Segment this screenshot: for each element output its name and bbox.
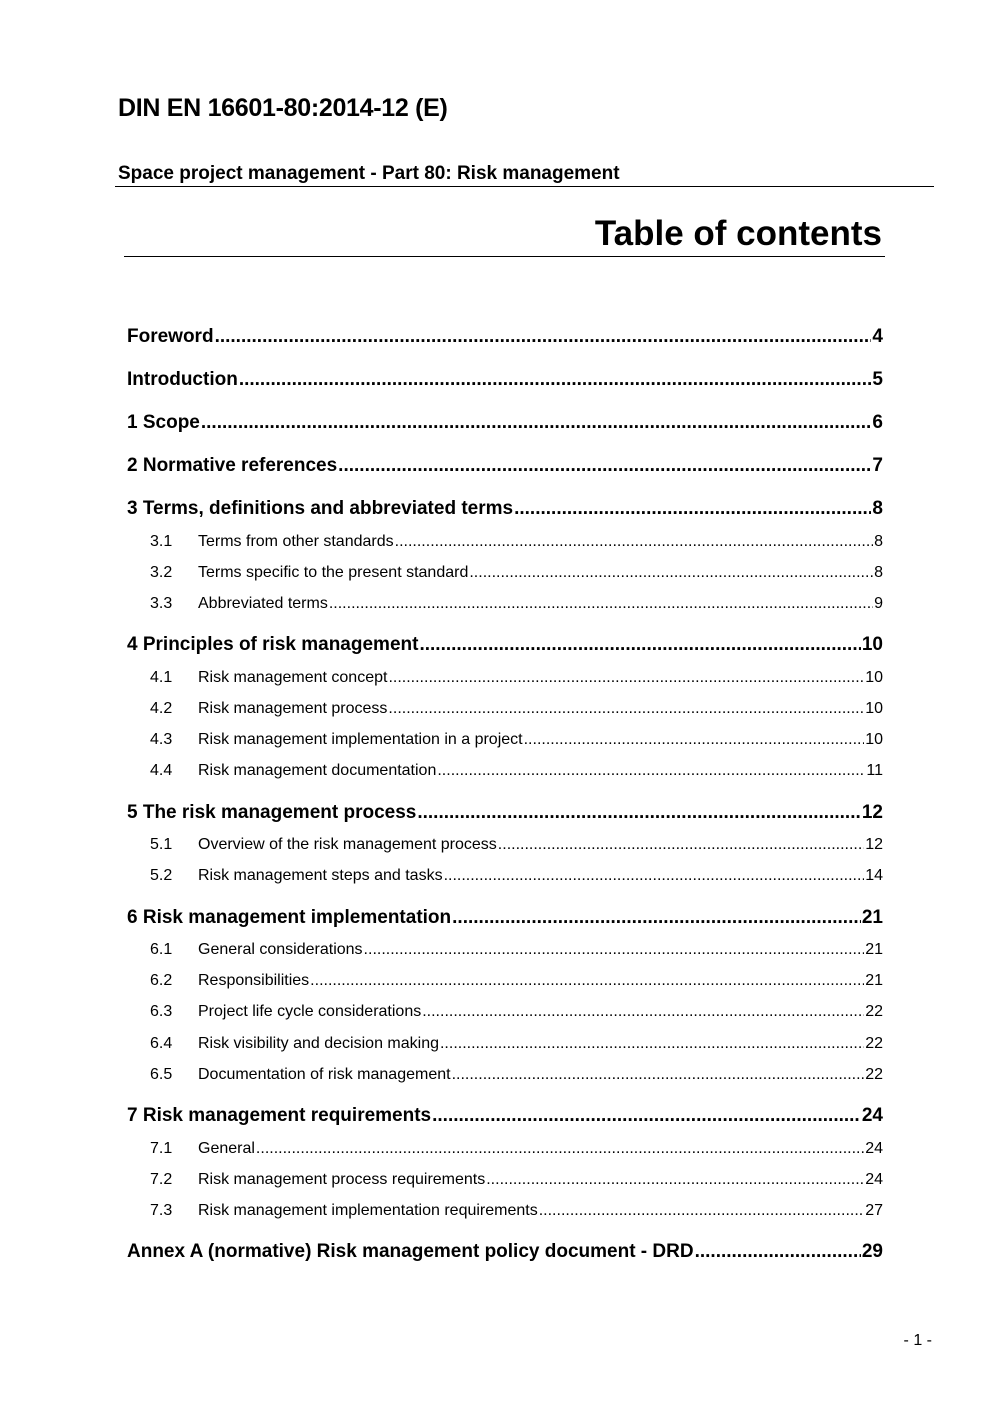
dot-leader [539,1202,864,1220]
dot-leader [329,595,873,613]
dot-leader [695,1241,861,1263]
dot-leader [452,1066,865,1084]
toc-entry-number: 6.1 [150,941,173,958]
toc-entry-main[interactable] [127,326,883,348]
toc-entry-page: 8 [874,533,883,550]
toc-entry-title: Foreword [127,326,214,347]
dot-leader [469,564,873,582]
toc-entry-title: Overview of the risk management process [198,836,497,853]
toc-entry-title: General [198,1140,255,1157]
toc-entry-page: 6 [872,412,883,433]
toc-entry-page: 10 [865,669,883,686]
dot-leader [452,907,861,929]
toc-entry-title: Terms from other standards [198,533,394,550]
toc-entry-page: 21 [865,941,883,958]
toc-entry-number: 3.2 [150,564,173,581]
toc-entry-page: 21 [865,972,883,989]
toc-entry-main[interactable] [127,412,883,434]
dot-leader [437,762,865,780]
dot-leader [498,836,864,854]
document-id: DIN EN 16601-80:2014-12 (E) [118,94,448,122]
toc-entry-main[interactable] [127,369,883,391]
toc-entry-page: 10 [865,731,883,748]
toc-entry-title: General considerations [198,941,363,958]
toc-entry-number: 3.1 [150,533,173,550]
toc-entry-number: 4.4 [150,762,173,779]
toc-entry-page: 5 [872,369,883,390]
toc-entry-main[interactable] [127,1241,883,1263]
dot-leader [388,700,864,718]
toc-entry-title: 7 Risk management requirements [127,1105,432,1126]
page-number: - 1 - [903,1332,932,1349]
toc-entry-title: Risk management implementation in a project [198,731,523,748]
toc-entry-title: 5 The risk management process [127,802,417,823]
dot-leader [364,941,865,959]
dot-leader [514,498,871,520]
toc-entry-sub[interactable] [127,1035,883,1053]
toc-entry-title: Risk management documentation [198,762,437,779]
dot-leader [338,455,871,477]
toc-entry-number: 7.2 [150,1171,173,1188]
toc-entry-title: 4 Principles of risk management [127,634,419,655]
toc-entry-sub[interactable] [127,595,883,613]
toc-entry-page: 12 [865,836,883,853]
toc-entry-page: 24 [861,1105,883,1126]
toc-entry-title: Risk management steps and tasks [198,867,443,884]
toc-entry-page: 29 [861,1241,883,1262]
toc-entry-title: Documentation of risk management [198,1066,451,1083]
toc-entry-title: Project life cycle considerations [198,1003,422,1020]
toc-entry-page: 11 [866,762,883,779]
toc-entry-title: 6 Risk management implementation [127,907,452,928]
toc-entry-number: 6.4 [150,1035,173,1052]
toc-entry-sub[interactable] [127,669,883,687]
toc-entry-sub[interactable] [127,700,883,718]
page-title: Table of contents [594,214,882,253]
toc-entry-page: 27 [865,1202,883,1219]
toc-entry-page: 21 [861,907,883,928]
dot-leader [440,1035,864,1053]
toc-entry-main[interactable] [127,907,883,929]
toc-entry-title: 2 Normative references [127,455,338,476]
dot-leader [422,1003,864,1021]
dot-leader [444,867,865,885]
toc-entry-title: Risk management process [198,700,388,717]
toc-entry-sub[interactable] [127,1140,883,1158]
toc-entry-page: 4 [872,326,883,347]
toc-entry-page: 22 [865,1035,883,1052]
dot-leader [201,412,872,434]
toc-entry-page: 22 [865,1066,883,1083]
dot-leader [419,634,860,656]
toc-entry-main[interactable] [127,1105,883,1127]
toc-entry-sub[interactable] [127,564,883,582]
dot-leader [486,1171,864,1189]
toc-entry-number: 4.1 [150,669,173,686]
toc-entry-number: 4.2 [150,700,173,717]
dot-leader [256,1140,864,1158]
toc-entry-page: 8 [872,498,883,519]
toc-entry-page: 9 [874,595,883,612]
toc-entry-title: Risk management concept [198,669,388,686]
toc-entry-number: 3.3 [150,595,173,612]
toc-entry-main[interactable] [127,498,883,520]
dot-leader [388,669,864,687]
toc-entry-title: Risk management process requirements [198,1171,486,1188]
toc-entry-sub[interactable] [127,1066,883,1084]
toc-entry-sub[interactable] [127,1202,883,1220]
toc-entry-page: 24 [865,1140,883,1157]
toc-entry-sub[interactable] [127,867,883,885]
toc-entry-title: Abbreviated terms [198,595,328,612]
dot-leader [417,802,861,824]
toc-entry-page: 24 [865,1171,883,1188]
document-subtitle: Space project management - Part 80: Risk management [118,163,620,184]
toc-entry-sub[interactable] [127,836,883,854]
header-divider [115,186,934,187]
toc-entry-page: 10 [865,700,883,717]
toc-entry-number: 7.3 [150,1202,173,1219]
toc-entry-main[interactable] [127,802,883,824]
toc-entry-main[interactable] [127,455,883,477]
toc-entry-sub[interactable] [127,1171,883,1189]
toc-entry-number: 4.3 [150,731,173,748]
toc-entry-title: 3 Terms, definitions and abbreviated terms [127,498,514,519]
toc-entry-page: 22 [865,1003,883,1020]
dot-leader [310,972,864,990]
title-divider [124,256,885,257]
toc-entry-page: 12 [861,802,883,823]
toc-entry-title: Terms specific to the present standard [198,564,469,581]
dot-leader [524,731,865,749]
toc-entry-page: 14 [865,867,883,884]
toc-entry-number: 5.1 [150,836,173,853]
toc-entry-number: 7.1 [150,1140,173,1157]
toc-entry-title: Introduction [127,369,238,390]
dot-leader [215,326,872,348]
toc-entry-title: Risk management implementation requirements [198,1202,538,1219]
toc-entry-number: 6.5 [150,1066,173,1083]
toc-entry-number: 6.3 [150,1003,173,1020]
toc-entry-sub[interactable] [127,972,883,990]
toc-entry-page: 10 [861,634,883,655]
toc-entry-number: 5.2 [150,867,173,884]
dot-leader [432,1105,861,1127]
toc-entry-sub[interactable] [127,941,883,959]
toc-entry-title: Annex A (normative) Risk management policy document - DRD [127,1241,694,1262]
toc-entry-title: 1 Scope [127,412,200,433]
toc-entry-main[interactable] [127,634,883,656]
toc-entry-sub[interactable] [127,762,883,780]
toc-entry-page: 8 [874,564,883,581]
toc-entry-number: 6.2 [150,972,173,989]
toc-entry-page: 7 [872,455,883,476]
dot-leader [395,533,873,551]
dot-leader [239,369,872,391]
toc-entry-sub[interactable] [127,731,883,749]
toc-entry-sub[interactable] [127,1003,883,1021]
toc-entry-sub[interactable] [127,533,883,551]
toc-entry-title: Risk visibility and decision making [198,1035,439,1052]
toc-entry-title: Responsibilities [198,972,310,989]
